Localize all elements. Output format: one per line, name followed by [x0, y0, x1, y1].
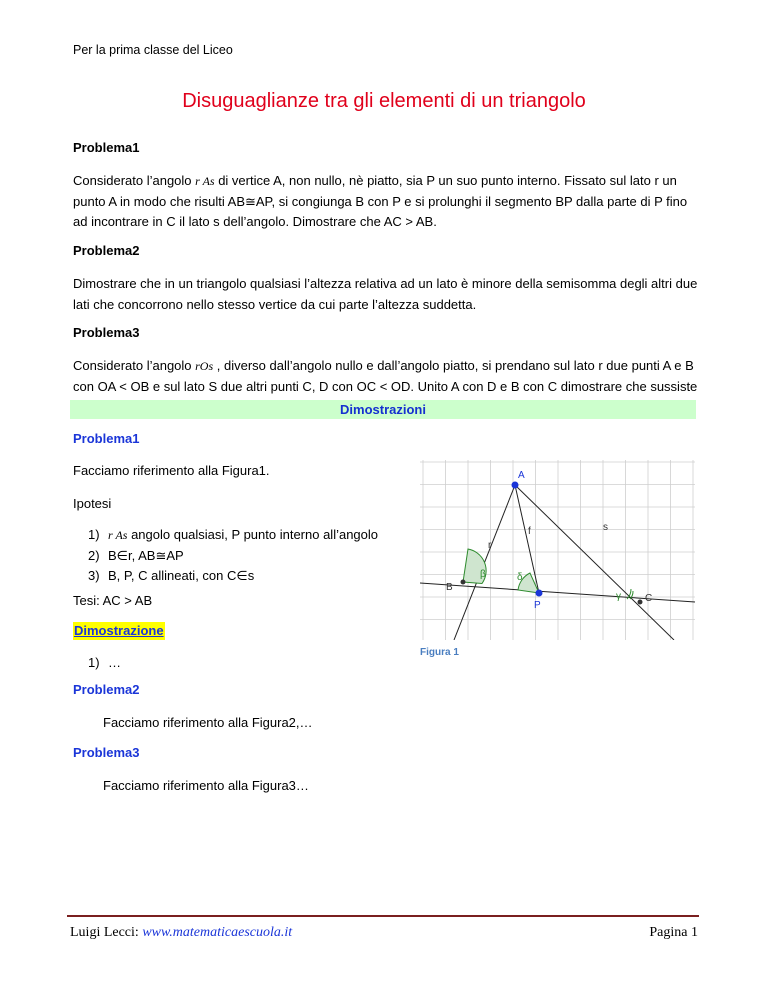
problem2-text: Dimostrare che in un triangolo qualsiasi l’altezza relativa ad un lato è minore della semisomma degli altri due lati che concorrono nello stesso vertice da cui parte l’altezza suddetta.: [73, 276, 698, 312]
label-P: P: [534, 600, 541, 611]
ipotesi-item: 2) B∈r, AB≅AP: [88, 547, 184, 563]
ipotesi-item: 3) B, P, C allineati, con C∈s: [88, 568, 255, 583]
problem3-text-pre: Considerato l’angolo: [73, 358, 196, 373]
label-r: r: [488, 540, 492, 551]
dim1-intro: Facciamo riferimento alla Figura1.: [73, 463, 270, 478]
problem1-text-pre: Considerato l’angolo: [73, 173, 196, 188]
figure-grid: [420, 460, 695, 640]
tesi: Tesi: AC > AB: [73, 593, 153, 608]
dim1-heading: Problema1: [73, 431, 140, 446]
footer-divider: [67, 915, 699, 917]
page-header: Per la prima classe del Liceo: [73, 43, 233, 57]
footer-url-link[interactable]: www.matematicaescuola.it: [142, 925, 293, 940]
label-A: A: [518, 470, 525, 481]
line-bc: [420, 583, 695, 602]
label-gamma: γ: [616, 591, 621, 602]
line-s: [515, 485, 674, 640]
problem1-math: r As: [195, 174, 215, 188]
problem1-text-post: di vertice A, non nullo, nè piatto, sia P un suo punto interno. Fissato sul lato r un punto A in modo che risulti AB≅AP, si congiunga B con P e si prolunghi il segmento BP dalla parte di P fino ad incontrare in C il lato s dell’angolo. Dimostrare che AC > AB.: [73, 173, 688, 229]
problem3-heading: Problema3: [73, 325, 140, 340]
ipotesi-list: [88, 525, 378, 587]
footer-author: Luigi Lecci: www.matematicaescuola.it: [70, 925, 293, 940]
label-beta: β: [480, 569, 486, 580]
point-C: [638, 600, 643, 605]
point-B: [461, 580, 466, 585]
problem1-text: [73, 171, 698, 233]
dim3-text: Facciamo riferimento alla Figura3…: [103, 778, 309, 793]
dim1-ipotesi-label: Ipotesi: [73, 496, 112, 511]
dimostrazione-label: Dimostrazione: [74, 623, 164, 638]
label-s: s: [603, 522, 608, 533]
dim2-text: Facciamo riferimento alla Figura2,…: [103, 715, 313, 730]
label-C: C: [645, 593, 653, 604]
dim2-heading: Problema2: [73, 682, 140, 697]
figure-lines: [420, 485, 695, 640]
figure-caption: Figura 1: [420, 647, 459, 658]
problem3-text-post: , diverso dall’angolo nullo e dall’angolo piatto, si prendano sul lato r due punti A e B con OA < OB e sul lato S due altri punti C, D con OC < OD. Unito A con D e B con C dimostrare che sussiste: [73, 358, 698, 394]
problem3-math: rOs: [195, 359, 214, 373]
problem1-heading: Problema1: [73, 140, 140, 155]
dim3-heading: Problema3: [73, 745, 140, 760]
ipotesi-item: 1) r As angolo qualsiasi, P punto interno all’angolo: [88, 527, 379, 542]
section-bar-dimostrazioni: Dimostrazioni: [70, 400, 696, 419]
footer-page-number: Pagina 1: [649, 925, 698, 940]
point-P: [536, 590, 543, 597]
label-B: B: [446, 582, 453, 593]
dim-steps: [88, 653, 121, 674]
point-A: [512, 482, 519, 489]
figure-labels: [446, 470, 652, 611]
problem2-heading: Problema2: [73, 243, 140, 258]
figure-1: [420, 460, 700, 640]
page-title: Disuguaglianze tra gli elementi di un triangolo: [182, 90, 586, 112]
label-delta: δ: [517, 572, 523, 583]
dim-step: 1) …: [88, 655, 121, 670]
label-f: f: [528, 526, 531, 537]
